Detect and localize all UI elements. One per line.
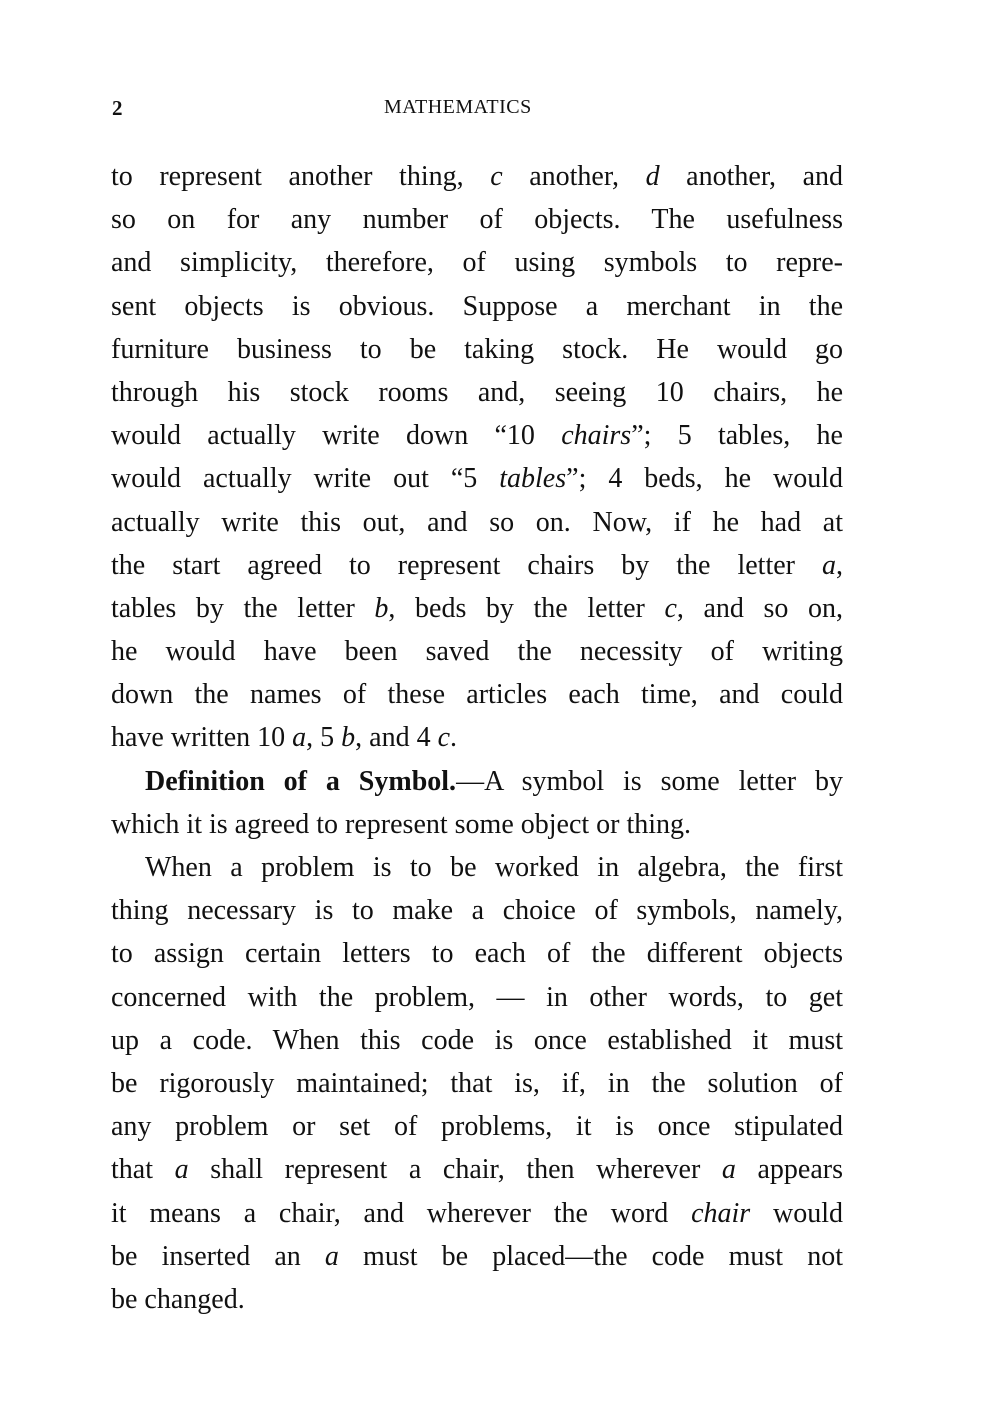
text-run: tables by the letter: [111, 592, 375, 624]
text-run: another,: [502, 161, 646, 192]
text-run: through his stock rooms and, seeing 10 chairs, he: [111, 376, 843, 408]
text-line: [111, 1235, 843, 1278]
text-run: , beds by the letter: [388, 592, 665, 624]
italic-term: c: [664, 592, 677, 624]
text-line: [111, 716, 843, 759]
text-line: [111, 760, 843, 803]
text-run: , and so on,: [676, 592, 843, 624]
page-number: 2: [112, 96, 123, 120]
text-line: [111, 544, 843, 587]
text-run: would actually write out “5: [111, 463, 500, 495]
text-run: —A symbol is some letter by: [456, 765, 843, 797]
paragraph-definition-of-symbol: [111, 760, 843, 846]
italic-term: a: [324, 1240, 339, 1272]
italic-term: chairs: [561, 420, 632, 452]
text-run: another, and: [659, 161, 844, 192]
running-title: MATHEMATICS: [384, 96, 532, 118]
section-heading: Definition of a Symbol.: [145, 765, 457, 797]
text-line: [111, 1105, 843, 1148]
italic-term: a: [292, 722, 307, 754]
text-run: sent objects is obvious. Suppose a merchant in the: [111, 290, 843, 322]
text-run: actually write this out, and so on. Now, if he had at: [111, 506, 843, 538]
text-run: , 5: [306, 722, 342, 754]
text-line: [111, 846, 843, 889]
text-line: [111, 1019, 843, 1062]
text-run: ”; 5 tables, he: [631, 420, 843, 452]
text-line: [111, 285, 843, 328]
text-run: When a problem is to be worked in algebra, the first: [145, 852, 843, 883]
text-run: would: [750, 1197, 844, 1229]
italic-term: b: [374, 592, 389, 624]
italic-term: a: [174, 1154, 189, 1186]
text-run: be changed.: [111, 1283, 245, 1315]
text-line: [111, 1278, 843, 1321]
text-line: [111, 587, 843, 630]
text-run: shall represent a chair, then wherever: [188, 1154, 722, 1186]
text-run: down the names of these articles each time, and could: [111, 679, 843, 711]
text-line: [111, 155, 843, 198]
text-line: [111, 501, 843, 544]
text-run: and simplicity, therefore, of using symbols to repre-: [111, 247, 843, 279]
text-run: the start agreed to represent chairs by the letter: [111, 549, 822, 581]
text-run: appears: [735, 1154, 843, 1186]
text-run: would actually write down “10: [111, 420, 562, 452]
text-run: ”; 4 beds, he would: [566, 463, 844, 495]
text-run: it means a chair, and wherever the word: [111, 1197, 692, 1229]
text-run: ,: [836, 549, 843, 581]
text-run: , and 4: [355, 722, 438, 754]
text-run: so on for any number of objects. The usefulness: [111, 204, 843, 236]
text-run: be rigorously maintained; that is, if, in the solution of: [111, 1067, 843, 1099]
italic-term: c: [490, 161, 503, 192]
text-run: .: [450, 722, 458, 754]
text-line: [111, 328, 843, 371]
text-line: [111, 1148, 843, 1191]
italic-term: b: [341, 722, 356, 754]
italic-term: a: [721, 1154, 736, 1186]
text-run: to assign certain letters to each of the different objects: [111, 938, 843, 970]
italic-term: d: [645, 161, 660, 192]
text-run: have written 10: [111, 722, 293, 754]
text-run: any problem or set of problems, it is once stipulated: [111, 1111, 843, 1143]
italic-term: chair: [691, 1197, 751, 1229]
page-header: [112, 96, 842, 126]
text-run: furniture business to be taking stock. He would go: [111, 333, 843, 365]
italic-term: c: [437, 722, 451, 754]
text-run: be inserted an: [111, 1240, 325, 1272]
text-line: [111, 198, 843, 241]
text-run: he would have been saved the necessity of writing: [111, 636, 843, 668]
paragraph-symbols-usefulness: [111, 155, 843, 760]
text-line: [111, 803, 843, 846]
text-line: [111, 241, 843, 284]
text-run: to represent another thing,: [111, 161, 491, 192]
text-run: which it is agreed to represent some object or thing.: [111, 808, 692, 840]
italic-term: tables: [499, 463, 567, 495]
text-run: up a code. When this code is once established it must: [111, 1024, 843, 1056]
text-line: [111, 414, 843, 457]
text-line: [111, 932, 843, 975]
text-line: [111, 630, 843, 673]
text-line: [111, 673, 843, 716]
text-line: [111, 371, 843, 414]
text-line: [111, 889, 843, 932]
text-run: that: [111, 1154, 175, 1186]
body-text: [111, 155, 843, 1321]
italic-term: a: [822, 549, 836, 581]
text-run: thing necessary is to make a choice of symbols, namely,: [111, 895, 843, 927]
text-line: [111, 457, 843, 500]
text-run: concerned with the problem, — in other words, to get: [111, 981, 843, 1013]
text-run: must be placed—the code must not: [338, 1240, 843, 1272]
text-line: [111, 1192, 843, 1235]
paragraph-choice-of-symbols: [111, 846, 843, 1321]
text-line: [111, 976, 843, 1019]
text-line: [111, 1062, 843, 1105]
